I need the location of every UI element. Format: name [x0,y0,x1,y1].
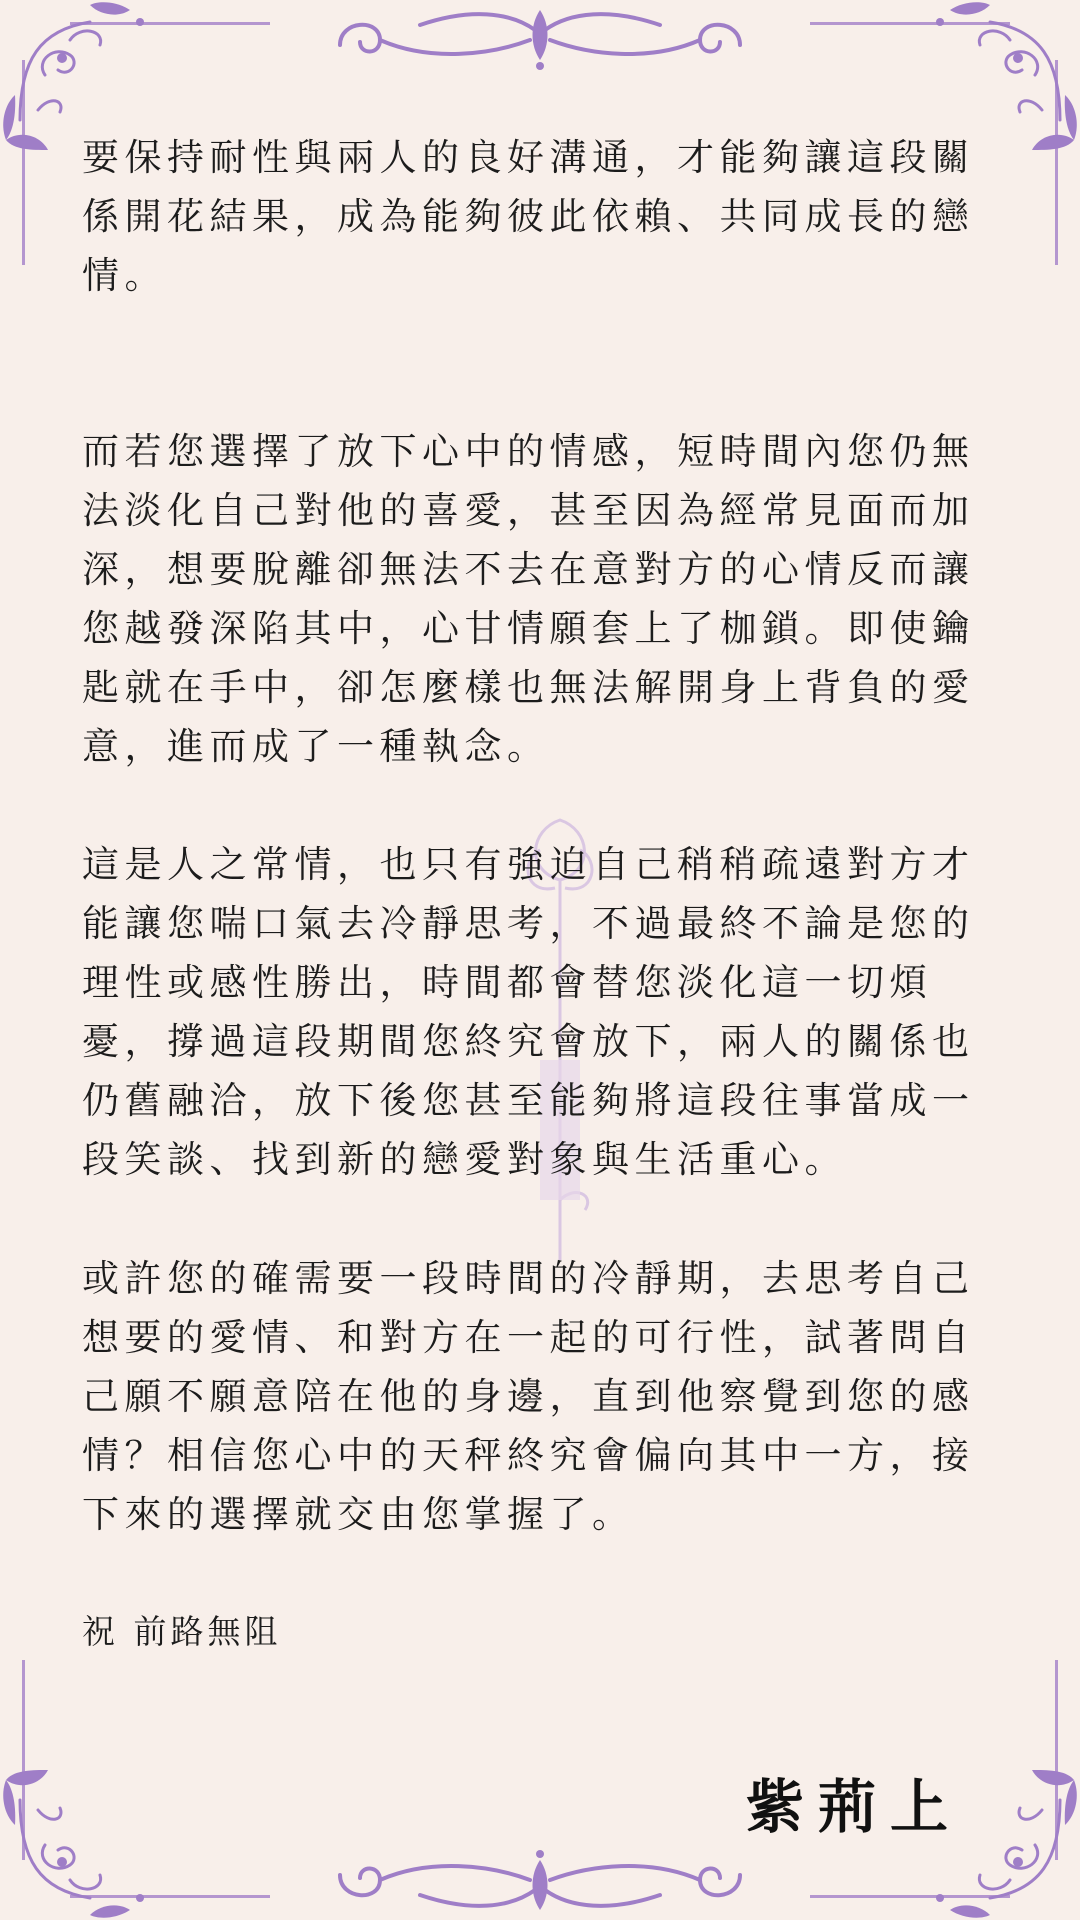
scroll-ornament-icon [320,1845,760,1920]
letter-paragraph-4: 或許您的確需要一段時間的冷靜期，去思考自己想要的愛情、和對方在一起的可行性，試著問自己願不願意陪在他的身邊，直到他察覺到您的感情？相信您心中的天秤終究會偏向其中一方，接下來的選擇就交由您掌握了。 [82,1257,975,1536]
scroll-ornament-icon [320,0,760,75]
closing-blessing: 祝 前路無阻 [82,1612,282,1651]
letter-paragraph-2: 而若您選擇了放下心中的情感，短時間內您仍無法淡化自己對他的喜愛，甚至因為經常見面而加深，想要脫離卻無法不去在意對方的心情反而讓您越發深陷其中，心甘情願套上了枷鎖。即使鑰匙就在手中，卻怎麼樣也無法解開身上背負的愛意，進而成了一種執念。 [82,430,975,768]
letter-paragraph-1: 要保持耐性與兩人的良好溝通，才能夠讓這段關係開花結果，成為能夠彼此依賴、共同成長的戀情。 [82,136,975,297]
letter-paragraph-3: 這是人之常情，也只有強迫自己稍稍疏遠對方才能讓您喘口氣去冷靜思考，不過最終不論是您的理性或感性勝出，時間都會替您淡化這一切煩憂，撐過這段期間您終究會放下，兩人的關係也仍舊融洽，放下後您甚至能夠將這段往事當成一段笑談、找到新的戀愛對象與生活重心。 [82,843,975,1181]
signature: 紫荊上 [745,1773,962,1841]
corner-flourish-icon [0,1770,150,1920]
